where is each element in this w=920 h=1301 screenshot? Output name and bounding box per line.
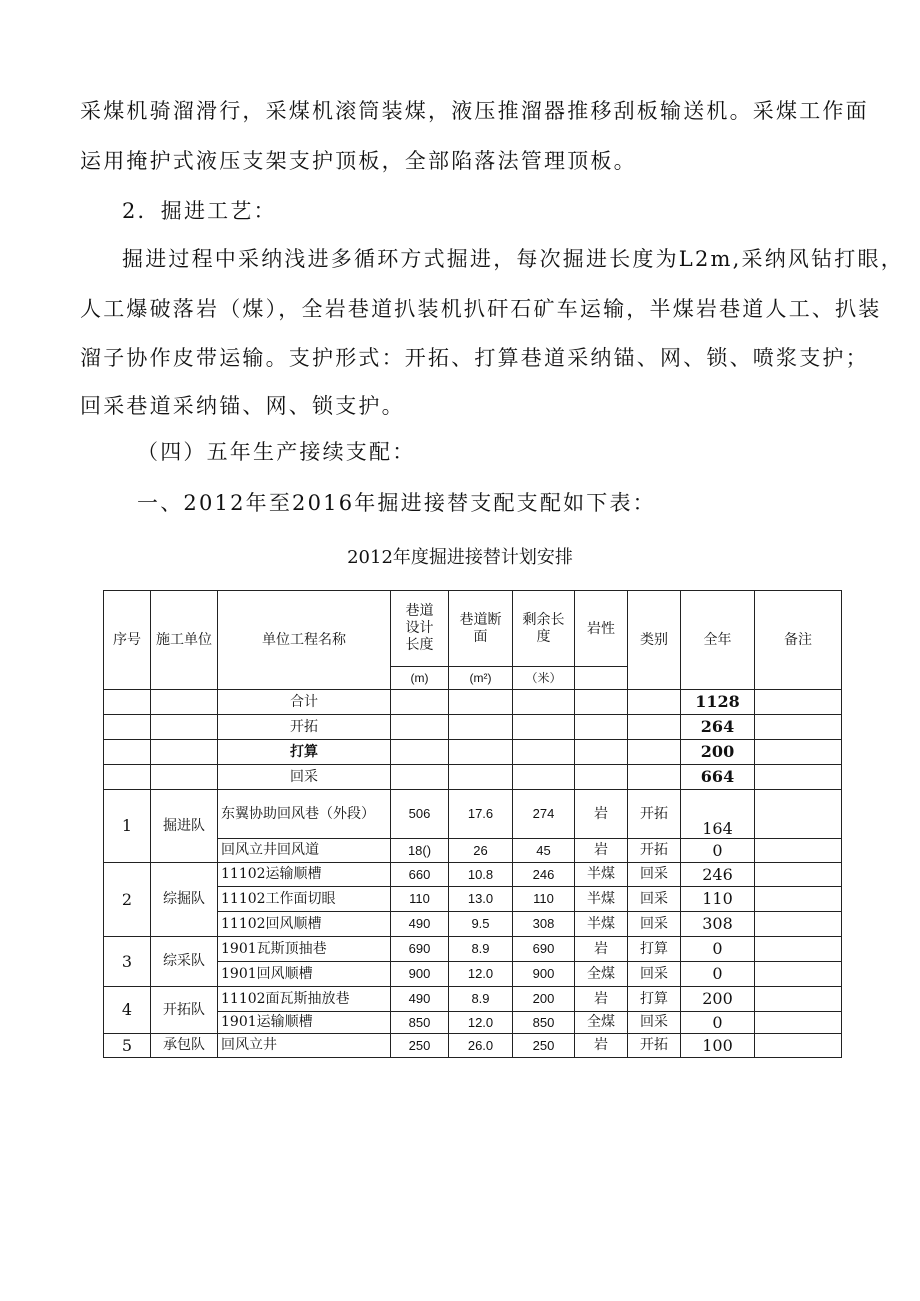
project-name: 11102回风顺槽: [218, 912, 391, 937]
section-area: 10.8: [449, 863, 513, 887]
year-total: 308: [681, 912, 755, 937]
remark: [755, 987, 842, 1012]
section-area: 12.0: [449, 962, 513, 987]
rock-type: 全煤: [575, 962, 628, 987]
section-area: 26: [449, 839, 513, 863]
remark: [755, 1012, 842, 1034]
project-name: 回风立井: [218, 1034, 391, 1058]
year-total: 100: [681, 1034, 755, 1058]
category: 回采: [628, 1012, 681, 1034]
rock-type: 半煤: [575, 912, 628, 937]
summary-empty: [575, 690, 628, 715]
table-row: [104, 987, 842, 1012]
category: 打算: [628, 937, 681, 962]
design-length: 660: [391, 863, 449, 887]
summary-empty: [628, 690, 681, 715]
remaining-length: 690: [513, 937, 575, 962]
remaining-length: 250: [513, 1034, 575, 1058]
rock-type: 全煤: [575, 1012, 628, 1034]
summary-year: 664: [681, 765, 755, 790]
table-row: [104, 937, 842, 962]
section-area: 12.0: [449, 1012, 513, 1034]
section-area: 8.9: [449, 987, 513, 1012]
remaining-length: 200: [513, 987, 575, 1012]
summary-remark: [755, 740, 842, 765]
category: 回采: [628, 863, 681, 887]
project-name: 回风立井回风道: [218, 839, 391, 863]
summary-empty: [513, 690, 575, 715]
summary-remark: [755, 765, 842, 790]
summary-empty: [628, 715, 681, 740]
summary-remark: [755, 690, 842, 715]
paragraph-line-5: 人工爆破落岩（煤），全岩巷道扒装机扒矸石矿车运输，半煤岩巷道人工、扒装: [80, 297, 882, 321]
rock-type: 岩: [575, 839, 628, 863]
section-area: 13.0: [449, 887, 513, 912]
remark: [755, 962, 842, 987]
year-total: 164: [681, 790, 755, 839]
paragraph-line-6: 溜子协作皮带运输。支护形式：开拓、打算巷道采纳锚、网、锁、喷浆支护；: [80, 346, 869, 370]
section-heading-tunneling: 2．掘进工艺：: [122, 199, 277, 223]
summary-unit: [151, 765, 218, 790]
remark: [755, 839, 842, 863]
group-team: 综掘队: [151, 863, 218, 937]
table-caption: 2012年度掘进接替计划安排: [347, 547, 573, 568]
summary-empty: [575, 740, 628, 765]
section-area: 9.5: [449, 912, 513, 937]
summary-unit: [151, 690, 218, 715]
remaining-length: 900: [513, 962, 575, 987]
summary-label: 开拓: [218, 715, 391, 740]
group-seq: 5: [104, 1034, 151, 1058]
paragraph-line-7: 回采巷道采纳锚、网、锁支护。: [80, 394, 405, 418]
unit-remain: （米）: [513, 667, 575, 690]
summary-row: [104, 740, 842, 765]
remark: [755, 1034, 842, 1058]
year-total: 246: [681, 863, 755, 887]
summary-empty: [391, 690, 449, 715]
summary-empty: [628, 740, 681, 765]
header-remain: 剩余长 度: [513, 591, 575, 667]
table-row: [104, 790, 842, 839]
remaining-length: 850: [513, 1012, 575, 1034]
summary-empty: [513, 740, 575, 765]
summary-empty: [449, 765, 513, 790]
remark: [755, 790, 842, 839]
summary-empty: [391, 740, 449, 765]
summary-empty: [513, 765, 575, 790]
summary-empty: [575, 765, 628, 790]
summary-row: [104, 715, 842, 740]
paragraph-line-1: 采煤机骑溜滑行，采煤机滚筒装煤，液压推溜器推移刮板输送机。采煤工作面: [80, 99, 869, 123]
summary-label: 回采: [218, 765, 391, 790]
header-year: 全年: [681, 591, 755, 690]
rock-type: 岩: [575, 937, 628, 962]
summary-row: [104, 690, 842, 715]
unit-length: (m): [391, 667, 449, 690]
remark: [755, 937, 842, 962]
project-name: 1901运输顺槽: [218, 1012, 391, 1034]
group-team: 承包队: [151, 1034, 218, 1058]
header-length: 巷道 设计 长度: [391, 591, 449, 667]
rock-type: 半煤: [575, 863, 628, 887]
summary-seq: [104, 715, 151, 740]
summary-row: [104, 765, 842, 790]
project-name: 1901瓦斯顶抽巷: [218, 937, 391, 962]
category: 回采: [628, 962, 681, 987]
category: 打算: [628, 987, 681, 1012]
header-remark: 备注: [755, 591, 842, 690]
table-row: [104, 863, 842, 887]
summary-label: 合计: [218, 690, 391, 715]
summary-seq: [104, 690, 151, 715]
remark: [755, 863, 842, 887]
remark: [755, 912, 842, 937]
header-unit: 施工单位: [151, 591, 218, 690]
group-seq: 3: [104, 937, 151, 987]
header-project: 单位工程名称: [218, 591, 391, 690]
rock-type: 岩: [575, 1034, 628, 1058]
category: 开拓: [628, 839, 681, 863]
section-area: 26.0: [449, 1034, 513, 1058]
section-heading-table-intro: 一、2012年至2016年掘进接替支配支配如下表：: [137, 491, 656, 515]
remaining-length: 274: [513, 790, 575, 839]
design-length: 490: [391, 987, 449, 1012]
remaining-length: 110: [513, 887, 575, 912]
project-name: 东翼协助回风巷（外段）: [218, 790, 391, 839]
group-seq: 4: [104, 987, 151, 1034]
paragraph-line-2: 运用掩护式液压支架支护顶板，全部陷落法管理顶板。: [80, 149, 637, 173]
header-seq: 序号: [104, 591, 151, 690]
unit-section: (m²): [449, 667, 513, 690]
category: 开拓: [628, 1034, 681, 1058]
design-length: 110: [391, 887, 449, 912]
category: 回采: [628, 887, 681, 912]
project-name: 11102工作面切眼: [218, 887, 391, 912]
summary-empty: [449, 690, 513, 715]
year-total: 110: [681, 887, 755, 912]
summary-empty: [391, 765, 449, 790]
project-name: 11102运输顺槽: [218, 863, 391, 887]
section-heading-five-year: （四）五年生产接续支配：: [137, 440, 416, 464]
group-team: 综采队: [151, 937, 218, 987]
summary-unit: [151, 740, 218, 765]
remark: [755, 887, 842, 912]
summary-empty: [575, 715, 628, 740]
summary-empty: [391, 715, 449, 740]
header-rock: 岩性: [575, 591, 628, 667]
tunneling-plan-table: [103, 590, 842, 1058]
design-length: 506: [391, 790, 449, 839]
rock-type: 岩: [575, 790, 628, 839]
project-name: 1901回风顺槽: [218, 962, 391, 987]
year-total: 0: [681, 1012, 755, 1034]
summary-seq: [104, 740, 151, 765]
summary-unit: [151, 715, 218, 740]
design-length: 18(): [391, 839, 449, 863]
design-length: 900: [391, 962, 449, 987]
remaining-length: 45: [513, 839, 575, 863]
unit-rock: [575, 667, 628, 690]
project-name: 11102面瓦斯抽放巷: [218, 987, 391, 1012]
category: 开拓: [628, 790, 681, 839]
summary-empty: [513, 715, 575, 740]
year-total: 200: [681, 987, 755, 1012]
group-team: 开拓队: [151, 987, 218, 1034]
category: 回采: [628, 912, 681, 937]
section-area: 8.9: [449, 937, 513, 962]
summary-label: 打算: [218, 740, 391, 765]
remaining-length: 246: [513, 863, 575, 887]
summary-year: 200: [681, 740, 755, 765]
rock-type: 岩: [575, 987, 628, 1012]
rock-type: 半煤: [575, 887, 628, 912]
design-length: 690: [391, 937, 449, 962]
header-section: 巷道断 面: [449, 591, 513, 667]
section-area: 17.6: [449, 790, 513, 839]
summary-empty: [628, 765, 681, 790]
remaining-length: 308: [513, 912, 575, 937]
summary-remark: [755, 715, 842, 740]
design-length: 850: [391, 1012, 449, 1034]
design-length: 490: [391, 912, 449, 937]
summary-year: 264: [681, 715, 755, 740]
year-total: 0: [681, 937, 755, 962]
group-seq: 2: [104, 863, 151, 937]
year-total: 0: [681, 962, 755, 987]
summary-empty: [449, 740, 513, 765]
summary-empty: [449, 715, 513, 740]
paragraph-line-4: 掘进过程中采纳浅进多循环方式掘进，每次掘进长度为L2m,采纳风钻打眼，: [122, 247, 904, 271]
header-category: 类别: [628, 591, 681, 690]
group-team: 掘进队: [151, 790, 218, 863]
design-length: 250: [391, 1034, 449, 1058]
table-row: [104, 1034, 842, 1058]
year-total: 0: [681, 839, 755, 863]
summary-year: 1128: [681, 690, 755, 715]
group-seq: 1: [104, 790, 151, 863]
summary-seq: [104, 765, 151, 790]
